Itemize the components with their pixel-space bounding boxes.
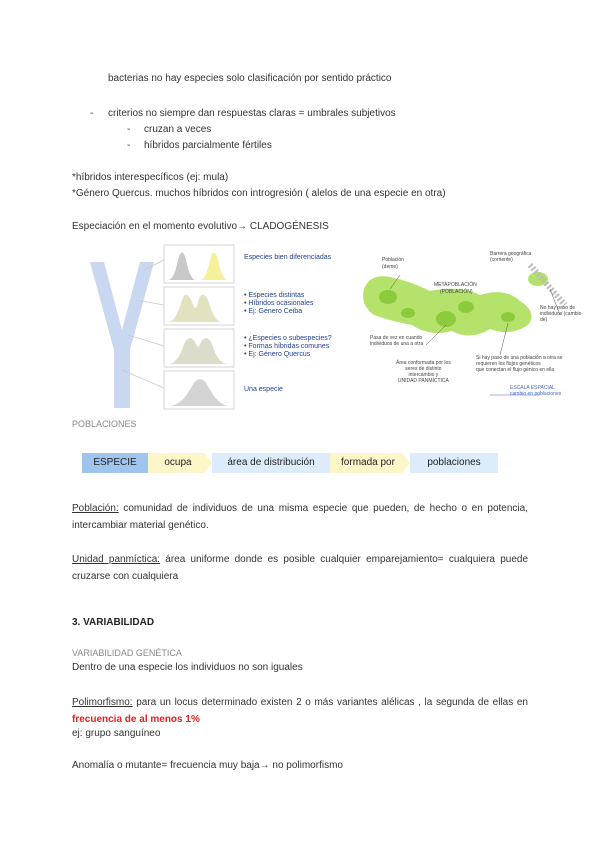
label-line: Si hay paso de una población a otra se [476,355,563,361]
label-line: Área conformada por los [396,360,451,366]
deme-patch [501,312,515,322]
label-line: cambio en poblaciones [510,391,562,397]
label-line: individuos de una a otra [370,341,424,347]
label-area [396,360,451,384]
heading-poblaciones: POBLACIONES [72,419,137,429]
label-poblacion: Población [382,257,404,263]
label-line: • ¿Especies o subespecies? [244,335,332,342]
flow-formada: formada por [341,457,395,468]
bullet-dash: - [127,124,131,135]
term-unidad: Unidad panmíctica: [72,554,161,565]
term-polimorfismo: Polimorfismo: [72,697,133,708]
label-line: ESCALA ESPACIAL [510,385,555,391]
label-pasa [370,335,423,347]
text-dentro: Dentro de una especie los individuos no son iguales [72,662,303,673]
label-line: • Especies distintas [244,292,305,299]
definition-text: área uniforme donde es posible cualquier emparejamiento= cualquiera puede cruzarse con cualquiera [72,554,529,582]
label-line: seres de distinto [405,366,442,372]
label-no-paso [540,305,581,323]
text-criterios: criterios no siempre dan respuestas claras = umbrales subjetivos [108,108,396,119]
label-line: intercambio y [408,372,439,378]
text-ej-grupo: ej: grupo sanguíneo [72,728,161,739]
label-line: • Ej: Género Ceiba [244,308,303,315]
definition-text: comunidad de individuos de una misma especie que pueden, de hecho o en potencia, intercambiar material genético. [72,503,528,531]
text-hibridos-inter: *híbridos interespecíficos (ej: mula) [72,172,229,183]
label-line: Barrera geográfica [490,251,532,257]
definition-unidad [72,551,528,585]
text-cruzan: cruzan a veces [144,124,212,135]
text-bacterias: bacterias no hay especies solo clasificación por sentido práctico [108,73,392,84]
cladogenesis-figure [88,240,348,410]
y-shape [90,262,154,408]
definition-polimorfismo [72,694,528,728]
definition-poblacion [72,500,528,534]
label-line: requieren los flujos genéticos [476,361,541,367]
label-metapoblacion: METAPOBLACIÓN [434,282,477,288]
flow-poblaciones: poblaciones [410,453,498,473]
text-anomalia: Anomalía o mutante= frecuencia muy baja→ no polimorfismo [72,760,343,771]
subheading-variabilidad: VARIABILIDAD GENÉTICA [72,648,182,658]
flow-ocupa: ocupa [164,457,192,468]
label-flujo [476,355,562,373]
label-bien-diferenciadas: Especies bien diferenciadas [244,254,332,261]
label-line: (corriente) [490,257,513,263]
text-especiacion: Especiación en el momento evolutivo→ CLADOGÉNESIS [72,221,329,232]
flow-area: área de distribución [212,453,330,473]
label-line: individuos (cambio [540,311,582,317]
deme-patch [379,290,397,304]
section-heading: 3. VARIABILIDAD [72,617,155,628]
label-panel-3 [244,335,332,359]
label-line: No hay paso de [540,305,576,311]
label-line: • Híbridos ocasionales [244,300,314,307]
connector-line [128,335,164,346]
bullet-dash: - [127,140,131,151]
label-deme: (deme) [382,264,398,270]
label-escala [510,385,561,397]
label-metapoblacion-sub: (POBLACIÓN) [440,289,473,295]
cladogenesis-svg [88,240,348,410]
label-line: • Ej: Género Quercus [244,351,311,358]
definition-text: para un locus determinado existen 2 o más variantes alélicas , la segunda de ellas en [132,697,528,708]
deme-patch [458,301,474,313]
deme-patch [436,311,456,327]
metapopulation-figure [360,245,590,405]
text-hibridos: híbridos parcialmente fértiles [144,140,272,151]
label-line: de) [540,317,548,323]
label-line: UNIDAD PANMÍCTICA [397,378,449,384]
term-poblacion: Población: [72,503,119,514]
highlight-frecuencia: frecuencia de al menos 1% [72,714,200,725]
bullet-dash: - [90,108,94,119]
text-quercus: *Género Quercus. muchos híbridos con introgresión ( alelos de una especie en otra) [72,188,446,199]
label-panel-2 [244,292,313,316]
flow-especie: ESPECIE [82,453,148,473]
label-line: que conectan el flujo génico en ella [476,367,555,373]
label-una-especie: Una especie [244,386,283,393]
label-line: Pasa de vez en cuando [370,335,423,341]
label-barrera [490,251,531,263]
label-line: • Formas híbridas comunes [244,343,330,350]
deme-patch [401,308,415,318]
